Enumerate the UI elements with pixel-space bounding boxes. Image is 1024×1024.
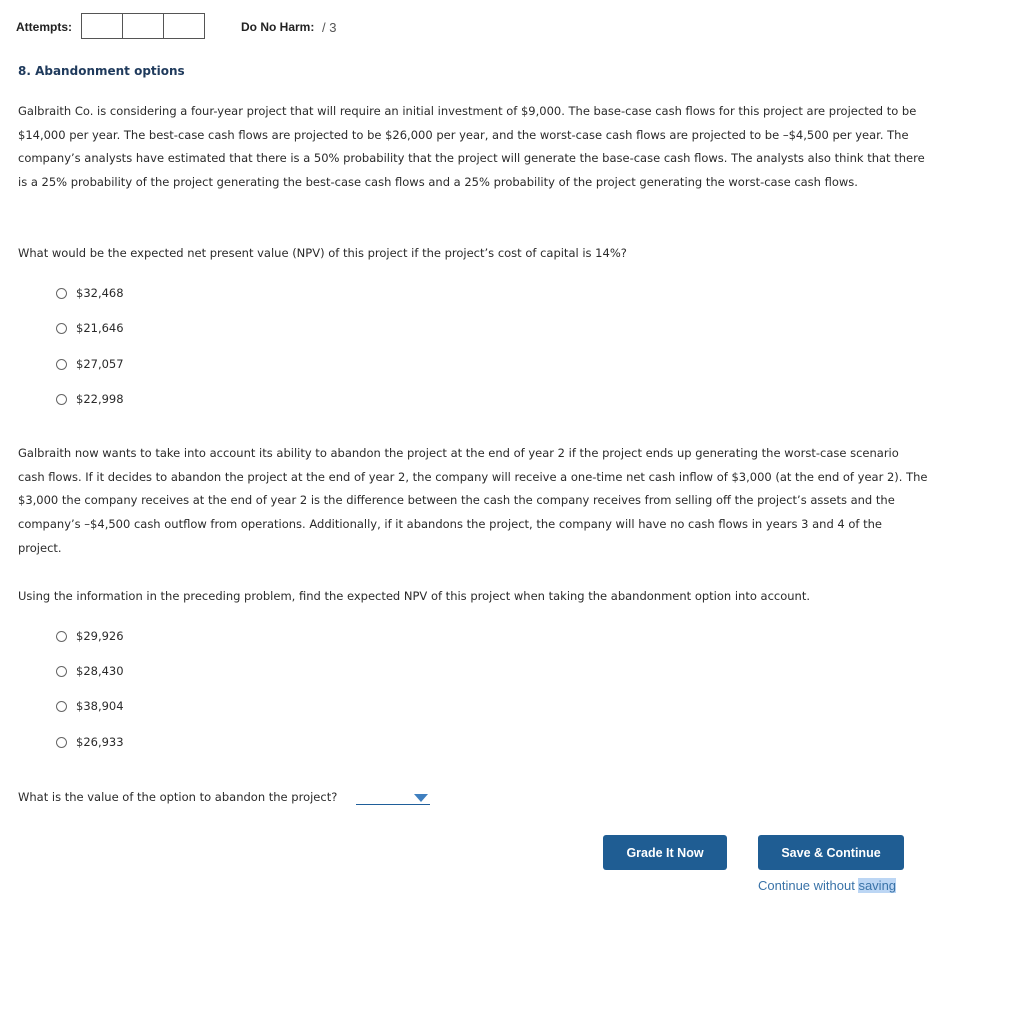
attempt-box (163, 13, 205, 39)
question-title: 8. Abandonment options (18, 64, 185, 78)
save-and-continue-button[interactable]: Save & Continue (758, 835, 904, 870)
attempt-box (122, 13, 164, 39)
radio-empty-icon[interactable] (56, 288, 67, 299)
attempt-box (81, 13, 123, 39)
q2-option-4[interactable] (56, 733, 124, 751)
radio-empty-icon[interactable] (56, 701, 67, 712)
question-npv: What would be the expected net present value (NPV) of this project if the project’s cost of capital is 14%? (18, 246, 627, 260)
attempts-indicator (81, 13, 205, 39)
q1-option-1[interactable] (56, 284, 124, 302)
q1-option-3[interactable] (56, 355, 124, 373)
option-label: $27,057 (76, 357, 124, 371)
option-label: $32,468 (76, 286, 124, 300)
abandonment-scenario: Galbraith now wants to take into account its ability to abandon the project at the end of year 2 if the project ends up generating the worst-case scenario cash flows. If it decides to abandon the project at the end of year 2, the company will receive a one-time net cash inflow of $3,000 (at the end of year 2). The $3,000 the company receives at the end of year 2 is the difference between the cash the company receives from selling off the project’s assets and the company’s –$4,500 cash outflow from operations. Additionally, if it abandons the project, the company will have no cash flows in years 3 and 4 of the project. (18, 446, 928, 555)
option-label: $38,904 (76, 699, 124, 713)
attempts-label: Attempts: (16, 20, 72, 34)
grade-it-now-button[interactable]: Grade It Now (603, 835, 727, 870)
question-option-value: What is the value of the option to abandon the project? (18, 790, 338, 804)
radio-empty-icon[interactable] (56, 631, 67, 642)
do-no-harm-label: Do No Harm: (241, 20, 315, 34)
option-label: $26,933 (76, 735, 124, 749)
q2-option-2[interactable] (56, 662, 124, 680)
radio-empty-icon[interactable] (56, 666, 67, 677)
continue-without-saving-link[interactable] (758, 878, 896, 893)
radio-empty-icon[interactable] (56, 359, 67, 370)
option-label: $21,646 (76, 321, 124, 335)
q2-option-3[interactable] (56, 697, 124, 715)
option-label: $29,926 (76, 629, 124, 643)
radio-empty-icon[interactable] (56, 323, 67, 334)
q1-option-4[interactable] (56, 390, 124, 408)
q1-option-2[interactable] (56, 319, 124, 337)
option-label: $28,430 (76, 664, 124, 678)
problem-intro: Galbraith Co. is considering a four-year project that will require an initial investment of $9,000. The base-case cash flows for this project are projected to be $14,000 per year. The best-case cash flows are projected to be $26,000 per year, and the worst-case cash flows are projected to be –$4,500 per year. The company’s analysts have estimated that there is a 50% probability that the project will generate the base-case cash flows. The analysts also think that there is a 25% probability of the project generating the best-case cash flows and a 25% probability of the project generating the worst-case cash flows. (18, 104, 925, 190)
do-no-harm-score: / 3 (322, 20, 337, 35)
q2-option-1[interactable] (56, 627, 124, 645)
question-expected-npv: Using the information in the preceding problem, find the expected NPV of this project when taking the abandonment option into account. (18, 589, 811, 603)
selected-text: saving (858, 878, 897, 893)
option-label: $22,998 (76, 392, 124, 406)
triangle-down-icon[interactable] (414, 794, 428, 802)
option-value-dropdown[interactable] (356, 788, 430, 805)
radio-empty-icon[interactable] (56, 394, 67, 405)
radio-empty-icon[interactable] (56, 737, 67, 748)
continue-link-text: Continue without (758, 878, 859, 893)
